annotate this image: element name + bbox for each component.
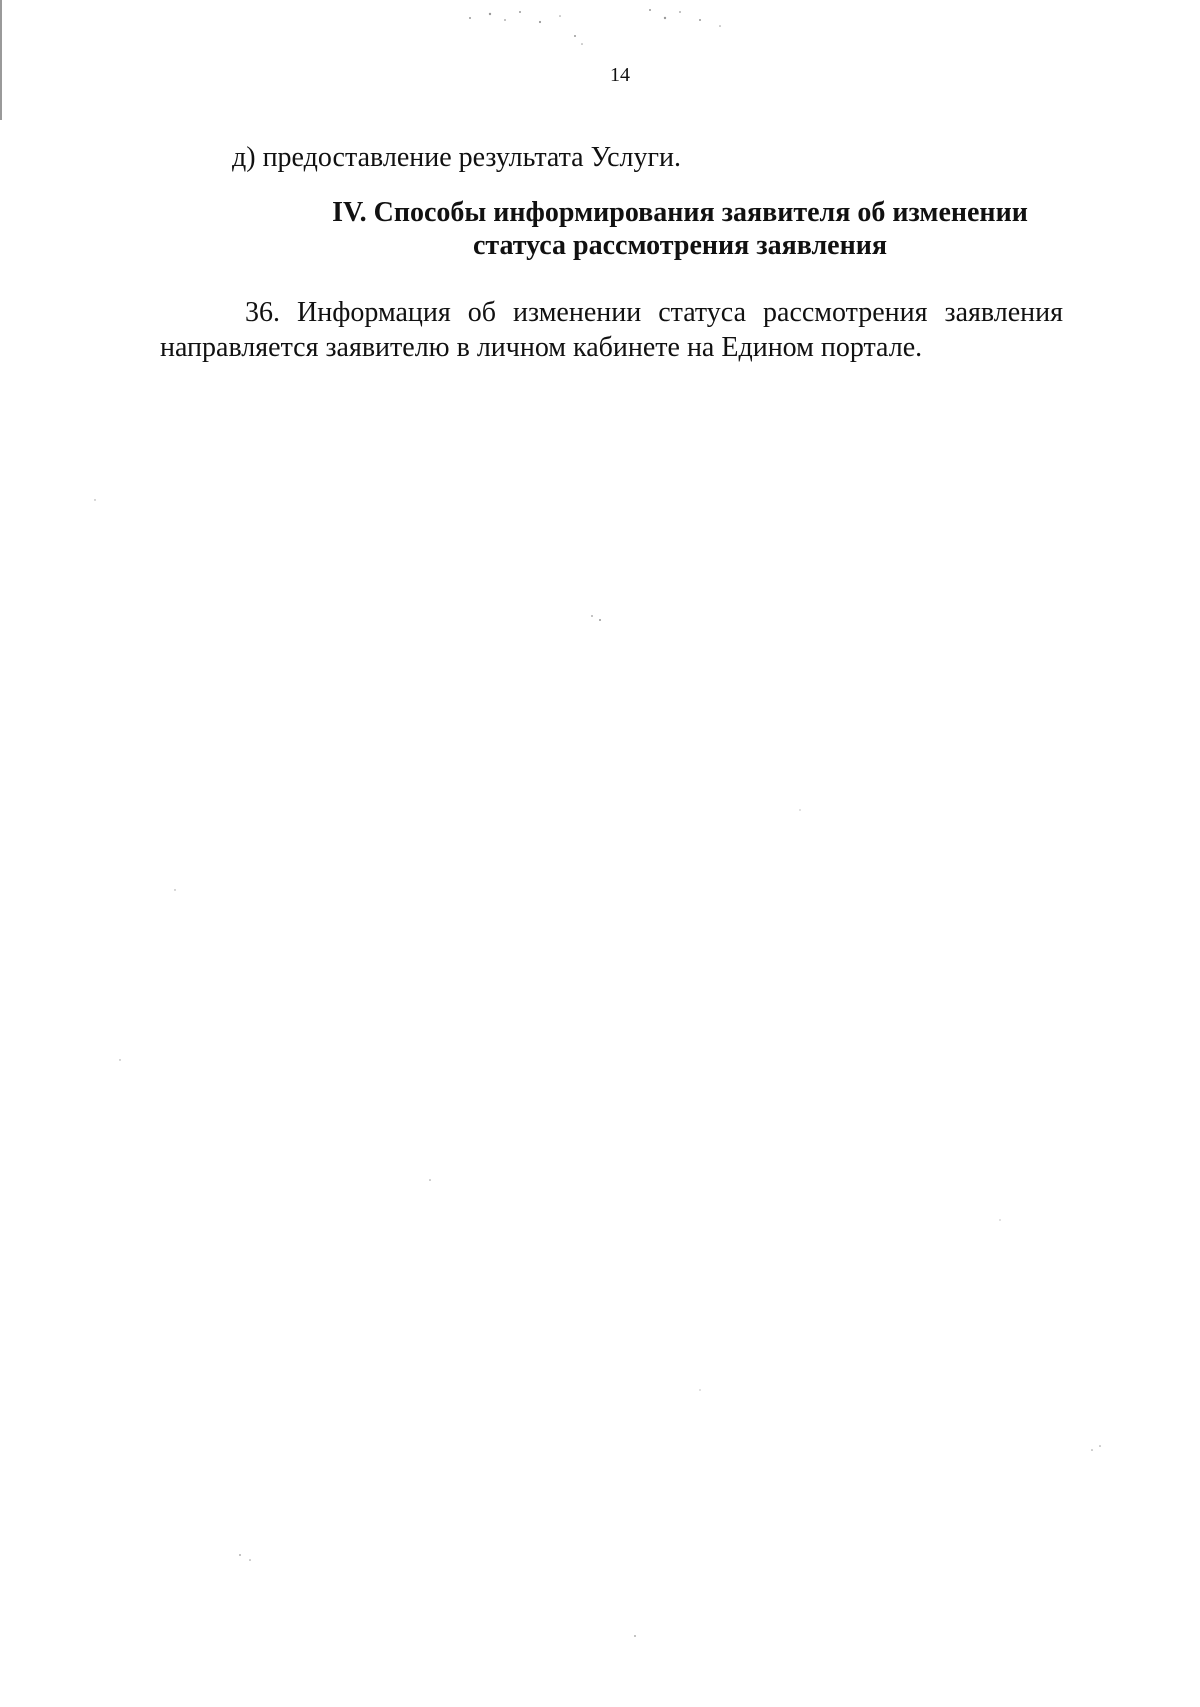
list-item-d: д) предоставление результата Услуги. [232, 142, 681, 173]
paragraph-36-line-2: направляется заявителю в личном кабинете на Едином портале. [160, 332, 923, 363]
section-heading-line-1: IV. Способы информирования заявителя об изменении [332, 197, 1028, 228]
paragraph-36-line-1-text: 36. Информация об изменении статуса рассмотрения заявления [245, 297, 1063, 328]
section-heading-line-2: статуса рассмотрения заявления [472, 230, 888, 261]
paragraph-36-line-1 [245, 296, 1063, 330]
page-number: 14 [610, 64, 630, 86]
